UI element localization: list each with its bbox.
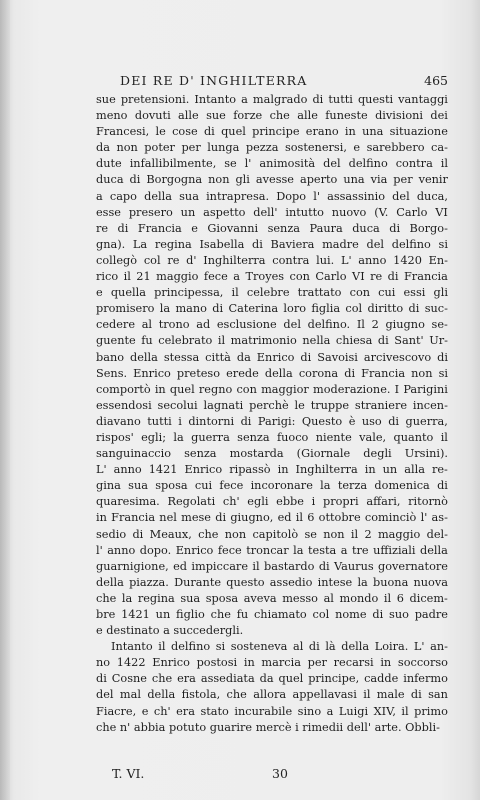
text-line: Sens. Enrico preteso erede della corona di Francia non si — [96, 366, 448, 380]
text-line: gna). La regina Isabella di Baviera madre del delfino si — [96, 237, 448, 251]
text-line: che la regina sua sposa aveva messo al mondo il 6 dicem- — [96, 591, 448, 605]
gathering-number: 30 — [272, 766, 288, 781]
page-gutter-shadow — [0, 0, 10, 800]
text-line: essendosi secolui lagnati perchè le truppe straniere incen- — [96, 398, 448, 412]
text-line: comportò in quel regno con maggior moderazione. I Parigini — [96, 382, 448, 396]
text-line: esse presero un aspetto dell' intutto nuovo (V. Carlo VI — [96, 205, 448, 219]
text-line: Francesi, le cose di quel principe erano in una situazione — [96, 125, 448, 139]
text-line: in Francia nel mese di giugno, ed il 6 ottobre cominciò l' as- — [96, 511, 448, 525]
text-line: bano della stessa città da Enrico di Savoisi arcivescovo di — [96, 350, 448, 364]
text-line: e destinato a succedergli. — [96, 624, 244, 638]
page-number: 465 — [424, 73, 448, 88]
text-line: dute infallibilmente, se l' animosità del delfino contra il — [96, 157, 448, 171]
text-line: meno dovuti alle sue forze che alle funeste divisioni dei — [96, 109, 448, 123]
text-line: rispos' egli; la guerra senza fuoco niente vale, quanto il — [96, 430, 448, 444]
text-line: diavano tutti i dintorni di Parigi: Questo è uso di guerra, — [96, 414, 448, 428]
text-line: sue pretensioni. Intanto a malgrado di tutti questi vantaggi — [96, 93, 448, 106]
text-line: di Cosne che era assediata da quel principe, cadde infermo — [96, 672, 448, 686]
text-line: duca di Borgogna non gli avesse aperto una via per venir — [96, 173, 448, 187]
text-line: gina sua sposa cui fece incoronare la terza domenica di — [96, 479, 448, 493]
text-line: no 1422 Enrico postosi in marcia per recarsi in soccorso — [96, 656, 448, 670]
text-line: che n' abbia potuto guarire mercè i rimedii dell' arte. Obbli- — [96, 720, 440, 734]
text-line: cedere al trono ad esclusione del delfino. Il 2 giugno se- — [96, 318, 448, 332]
running-header — [98, 73, 448, 91]
text-line: e quella principessa, il celebre trattato con cui essi gli — [96, 286, 448, 300]
text-line: bre 1421 un figlio che fu chiamato col nome di suo padre — [96, 608, 448, 621]
text-line: Fiacre, e ch' era stato incurabile sino a Luigi XIV, il primo — [96, 704, 448, 718]
text-line: quaresima. Regolati ch' egli ebbe i propri affari, ritornò — [96, 495, 448, 509]
text-line: re di Francia e Giovanni senza Paura duca di Borgo- — [96, 221, 448, 235]
text-line: rico il 21 maggio fece a Troyes con Carlo VI re di Francia — [96, 270, 448, 284]
text-line: guente fu celebrato il matrimonio nella chiesa di Sant' Ur- — [96, 334, 448, 348]
text-line: a capo della sua intrapresa. Dopo l' assassinio del duca, — [96, 189, 448, 203]
text-line: sanguinaccio senza mostarda (Giornale degli Ursini). — [96, 447, 448, 461]
text-line: sedio di Meaux, che non capitolò se non il 2 maggio del- — [96, 527, 448, 541]
text-line: L' anno 1421 Enrico ripassò in Inghilterra in un alla re- — [96, 463, 448, 477]
text-line: della piazza. Durante questo assedio intese la buona nuova — [96, 575, 448, 589]
running-title: DEI RE D' INGHILTERRA — [120, 73, 308, 88]
text-line: da non poter per lunga pezza sostenersi, e sarebbero ca- — [96, 141, 448, 155]
text-line: del mal della fistola, che allora appellavasi il male di san — [96, 688, 448, 702]
text-line: promisero la mano di Caterina loro figlia col diritto di suc- — [96, 302, 448, 316]
text-line: l' anno dopo. Enrico fece troncar la testa a tre uffiziali della — [96, 543, 448, 557]
page-body-text — [96, 92, 448, 736]
text-line: Intanto il delfino si sosteneva al di là della Loira. L' an- — [111, 640, 448, 654]
text-line: collegò col re d' Inghilterra contra lui. L' anno 1420 En- — [96, 253, 448, 267]
text-line: guarnigione, ed impiccare il bastardo di Vaurus governatore — [96, 559, 448, 573]
volume-signature: T. VI. — [112, 766, 145, 781]
